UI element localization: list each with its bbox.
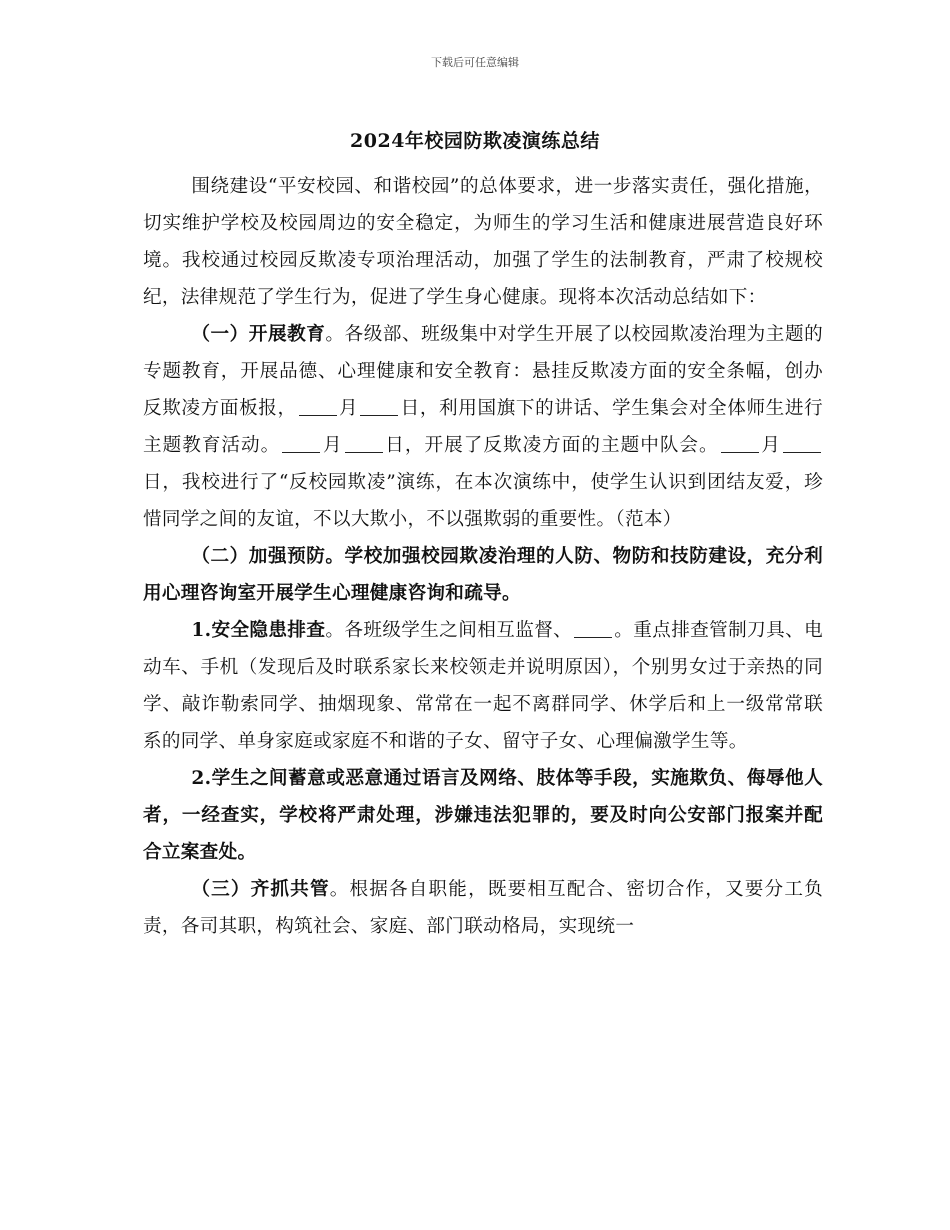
day-label: 日 — [384, 435, 405, 456]
section-2-item-2-paragraph: 2.学生之间蓄意或恶意通过语言及网络、肢体等手段，实施欺负、侮辱他人者，一经查实，学校将严肃处理，涉嫌违法犯罪的，要及时向公安部门报案并配合立案查处。 — [143, 768, 823, 863]
section-3-paragraph — [143, 871, 823, 945]
section-2-paragraph: （二）加强预防。学校加强校园欺凌治理的人防、物防和技防建设，充分利用心理咨询室开展学生心理健康咨询和疏导。 — [143, 546, 823, 604]
blank-field — [360, 396, 398, 416]
day-label: 日 — [400, 398, 420, 419]
header-note: 下载后可任意编辑 — [431, 56, 519, 69]
item-1-text-a: 。各班级学生之间相互监督、 — [325, 620, 573, 641]
blank-field — [282, 433, 320, 453]
section-1-text-d: ，我校进行了“反校园欺凌”演练，在本次演练中，使学生认识到团结友爱，珍惜同学之间的友谊，不以大欺小，不以强欺弱的重要性。（范本） — [143, 472, 823, 530]
document-title: 2024年校园防欺凌演练总结 — [350, 130, 600, 152]
blank-field — [721, 433, 759, 453]
month-label: 月 — [322, 435, 343, 456]
day-label: 日 — [143, 472, 163, 493]
section-3-text: 。根据各自职能，既要相互配合、密切合作，又要分工负责，各司其职，构筑社会、家庭、部门联动格局，实现统一 — [143, 879, 823, 937]
section-1-text-b: ，利用国旗下的讲话、学生集会对全体师生进行主题教育活动。 — [143, 398, 823, 456]
section-1-heading: （一）开展教育 — [191, 324, 326, 345]
document-body — [143, 168, 823, 945]
month-label: 月 — [760, 435, 781, 456]
section-1-text-a: 。各级部、班级集中对学生开展了以校园欺凌治理为主题的专题教育，开展品德、心理健康和安全教育：悬挂反欺凌方面的安全条幅，创办反欺凌方面板报， — [143, 324, 823, 419]
section-1-paragraph — [143, 316, 823, 538]
item-1-text-b: 。重点排查管制刀具、电动车、手机（发现后及时联系家长来校领走并说明原因），个别男女过于亲热的同学、敲诈勒索同学、抽烟现象、常常在一起不离群同学、休学后和上一级常常联系的同学、单身家庭或家庭不和谐的子女、留守子女、心理偏激学生等。 — [143, 620, 823, 752]
blank-field — [783, 433, 821, 453]
section-2-item-1-paragraph — [143, 612, 823, 760]
blank-field — [299, 396, 337, 416]
section-3-heading: （三）齐抓共管 — [191, 879, 330, 900]
section-1-text-c: ，开展了反欺凌方面的主题中队会。 — [404, 435, 719, 456]
month-label: 月 — [338, 398, 359, 419]
intro-paragraph: 围绕建设“平安校园、和谐校园”的总体要求，进一步落实责任，强化措施，切实维护学校及校园周边的安全稳定，为师生的学习生活和健康进展营造良好环境。我校通过校园反欺凌专项治理活动，加强了学生的法制教育，严肃了校规校纪，法律规范了学生行为，促进了学生身心健康。现将本次活动总结如下： — [143, 176, 823, 308]
item-1-heading: 1.安全隐患排查 — [191, 620, 326, 641]
blank-field — [345, 433, 383, 453]
blank-field — [574, 618, 612, 638]
